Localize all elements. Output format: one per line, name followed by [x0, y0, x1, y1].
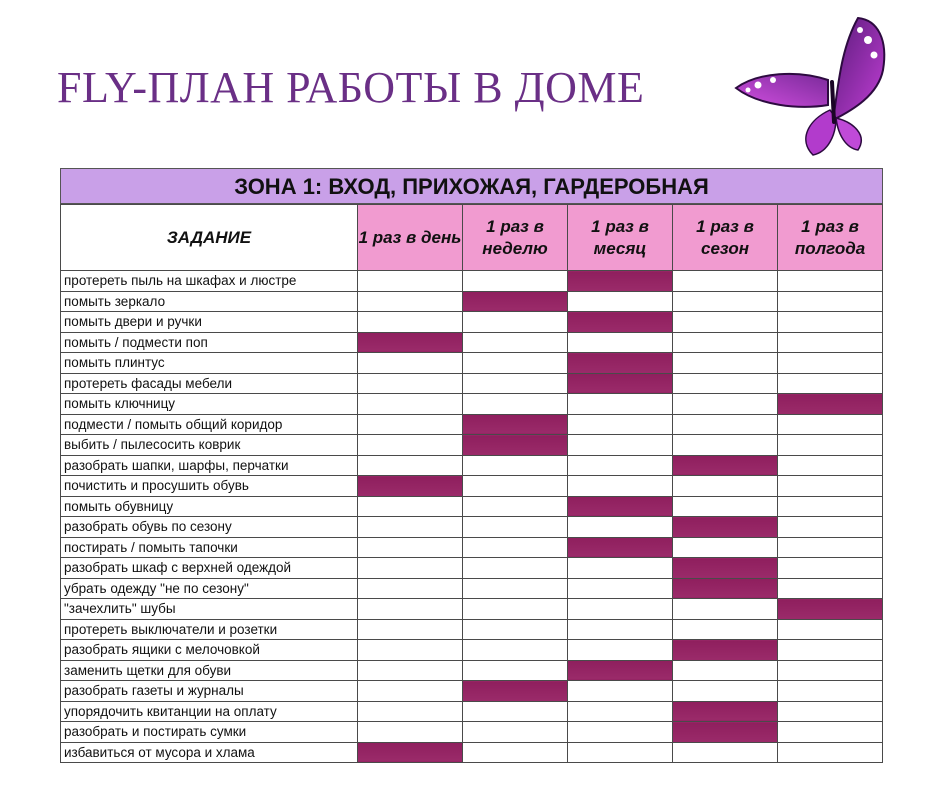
table-row	[61, 578, 883, 599]
task-name: помыть двери и ручки	[61, 312, 358, 333]
frequency-mark-empty	[463, 640, 568, 661]
frequency-mark-filled	[673, 722, 778, 743]
frequency-mark-empty	[673, 353, 778, 374]
frequency-mark-empty	[778, 537, 883, 558]
frequency-mark-empty	[463, 373, 568, 394]
freq-header-week: 1 раз в неделю	[463, 205, 568, 271]
task-name: разобрать шкаф с верхней одеждой	[61, 558, 358, 579]
task-name: упорядочить квитанции на оплату	[61, 701, 358, 722]
frequency-mark-empty	[463, 537, 568, 558]
table-row	[61, 517, 883, 538]
table-row	[61, 332, 883, 353]
task-name: разобрать газеты и журналы	[61, 681, 358, 702]
frequency-mark-filled	[673, 701, 778, 722]
frequency-mark-empty	[358, 722, 463, 743]
frequency-mark-empty	[778, 455, 883, 476]
freq-header-month: 1 раз в месяц	[568, 205, 673, 271]
frequency-mark-filled	[568, 537, 673, 558]
table-row	[61, 701, 883, 722]
frequency-mark-empty	[463, 312, 568, 333]
frequency-mark-empty	[568, 435, 673, 456]
frequency-mark-empty	[568, 619, 673, 640]
frequency-mark-empty	[358, 681, 463, 702]
table-row	[61, 496, 883, 517]
task-name: почистить и просушить обувь	[61, 476, 358, 497]
freq-header-halfyear: 1 раз в полгода	[778, 205, 883, 271]
frequency-mark-empty	[778, 660, 883, 681]
frequency-mark-empty	[463, 353, 568, 374]
frequency-mark-empty	[358, 414, 463, 435]
frequency-mark-filled	[673, 517, 778, 538]
frequency-mark-empty	[778, 476, 883, 497]
frequency-mark-empty	[673, 414, 778, 435]
frequency-mark-empty	[568, 578, 673, 599]
frequency-mark-empty	[778, 271, 883, 292]
frequency-mark-empty	[463, 476, 568, 497]
task-name: разобрать шапки, шарфы, перчатки	[61, 455, 358, 476]
task-name: помыть плинтус	[61, 353, 358, 374]
frequency-mark-empty	[673, 312, 778, 333]
frequency-mark-empty	[463, 722, 568, 743]
table-row	[61, 291, 883, 312]
table-row	[61, 722, 883, 743]
task-name: протереть фасады мебели	[61, 373, 358, 394]
task-name: помыть ключницу	[61, 394, 358, 415]
frequency-mark-filled	[568, 496, 673, 517]
table-row	[61, 640, 883, 661]
frequency-mark-filled	[778, 599, 883, 620]
table-row	[61, 435, 883, 456]
plan-table	[60, 168, 883, 763]
frequency-mark-empty	[358, 353, 463, 374]
frequency-mark-empty	[568, 722, 673, 743]
frequency-mark-empty	[463, 619, 568, 640]
frequency-mark-empty	[778, 373, 883, 394]
frequency-mark-empty	[673, 681, 778, 702]
frequency-mark-empty	[568, 640, 673, 661]
task-name: избавиться от мусора и хлама	[61, 742, 358, 763]
frequency-mark-empty	[358, 496, 463, 517]
frequency-mark-filled	[673, 455, 778, 476]
task-name: помыть зеркало	[61, 291, 358, 312]
frequency-mark-empty	[358, 537, 463, 558]
frequency-mark-empty	[568, 476, 673, 497]
frequency-mark-empty	[463, 578, 568, 599]
frequency-mark-filled	[673, 558, 778, 579]
frequency-mark-empty	[673, 476, 778, 497]
frequency-mark-empty	[568, 291, 673, 312]
frequency-mark-filled	[568, 353, 673, 374]
frequency-mark-empty	[568, 517, 673, 538]
frequency-mark-empty	[358, 660, 463, 681]
task-name: помыть / подмести поп	[61, 332, 358, 353]
task-name: постирать / помыть тапочки	[61, 537, 358, 558]
frequency-mark-empty	[463, 394, 568, 415]
frequency-mark-empty	[358, 517, 463, 538]
table-row	[61, 394, 883, 415]
task-name: убрать одежду "не по сезону"	[61, 578, 358, 599]
frequency-mark-empty	[778, 291, 883, 312]
frequency-mark-empty	[358, 394, 463, 415]
frequency-mark-empty	[778, 435, 883, 456]
frequency-mark-empty	[673, 373, 778, 394]
frequency-mark-empty	[778, 558, 883, 579]
frequency-mark-empty	[358, 373, 463, 394]
task-name: разобрать ящики с мелочовкой	[61, 640, 358, 661]
frequency-mark-empty	[568, 414, 673, 435]
frequency-mark-empty	[463, 455, 568, 476]
page-title: FLY-ПЛАН РАБОТЫ В ДОМЕ	[57, 63, 645, 112]
frequency-mark-empty	[568, 701, 673, 722]
frequency-mark-empty	[778, 722, 883, 743]
frequency-mark-empty	[568, 394, 673, 415]
frequency-mark-empty	[673, 496, 778, 517]
frequency-mark-filled	[778, 394, 883, 415]
frequency-mark-empty	[673, 599, 778, 620]
frequency-mark-filled	[463, 435, 568, 456]
table-row	[61, 312, 883, 333]
frequency-mark-empty	[778, 496, 883, 517]
frequency-mark-empty	[568, 742, 673, 763]
frequency-mark-filled	[568, 660, 673, 681]
frequency-mark-empty	[358, 599, 463, 620]
freq-header-day: 1 раз в день	[358, 205, 463, 271]
frequency-mark-empty	[673, 271, 778, 292]
task-name: выбить / пылесосить коврик	[61, 435, 358, 456]
task-name: помыть обувницу	[61, 496, 358, 517]
task-name: протереть выключатели и розетки	[61, 619, 358, 640]
frequency-mark-empty	[358, 640, 463, 661]
table-row	[61, 353, 883, 374]
frequency-mark-empty	[778, 701, 883, 722]
frequency-mark-empty	[358, 291, 463, 312]
task-table	[60, 204, 883, 763]
frequency-mark-empty	[358, 701, 463, 722]
frequency-mark-empty	[358, 271, 463, 292]
frequency-mark-filled	[568, 312, 673, 333]
frequency-mark-empty	[673, 660, 778, 681]
frequency-mark-empty	[778, 681, 883, 702]
freq-header-season: 1 раз в сезон	[673, 205, 778, 271]
table-row	[61, 455, 883, 476]
table-row	[61, 414, 883, 435]
frequency-mark-filled	[673, 640, 778, 661]
frequency-mark-empty	[358, 619, 463, 640]
frequency-mark-empty	[673, 619, 778, 640]
frequency-mark-empty	[778, 517, 883, 538]
frequency-mark-empty	[568, 599, 673, 620]
frequency-mark-empty	[778, 332, 883, 353]
frequency-mark-empty	[673, 742, 778, 763]
frequency-mark-empty	[778, 414, 883, 435]
frequency-mark-empty	[463, 517, 568, 538]
frequency-mark-empty	[568, 558, 673, 579]
task-column-header: ЗАДАНИЕ	[61, 205, 358, 271]
frequency-mark-empty	[778, 578, 883, 599]
frequency-mark-empty	[778, 619, 883, 640]
frequency-mark-empty	[463, 660, 568, 681]
frequency-mark-empty	[358, 455, 463, 476]
task-name: "зачехлить" шубы	[61, 599, 358, 620]
zone-title: ЗОНА 1: ВХОД, ПРИХОЖАЯ, ГАРДЕРОБНАЯ	[60, 168, 883, 204]
table-row	[61, 660, 883, 681]
frequency-mark-empty	[463, 599, 568, 620]
frequency-mark-filled	[463, 291, 568, 312]
frequency-mark-empty	[463, 271, 568, 292]
frequency-mark-filled	[463, 681, 568, 702]
task-name: разобрать и постирать сумки	[61, 722, 358, 743]
frequency-mark-filled	[358, 332, 463, 353]
frequency-mark-empty	[778, 640, 883, 661]
task-name: подмести / помыть общий коридор	[61, 414, 358, 435]
frequency-mark-empty	[673, 394, 778, 415]
frequency-mark-filled	[568, 271, 673, 292]
frequency-mark-empty	[568, 332, 673, 353]
task-name: протереть пыль на шкафах и люстре	[61, 271, 358, 292]
header-row	[61, 205, 883, 271]
frequency-mark-empty	[358, 312, 463, 333]
frequency-mark-empty	[778, 312, 883, 333]
frequency-mark-empty	[673, 435, 778, 456]
frequency-mark-filled	[358, 742, 463, 763]
frequency-mark-empty	[673, 291, 778, 312]
frequency-mark-empty	[778, 353, 883, 374]
frequency-mark-empty	[673, 537, 778, 558]
frequency-mark-empty	[358, 558, 463, 579]
table-row	[61, 619, 883, 640]
frequency-mark-empty	[358, 578, 463, 599]
frequency-mark-empty	[568, 681, 673, 702]
butterfly-icon	[728, 10, 893, 160]
frequency-mark-empty	[463, 496, 568, 517]
frequency-mark-empty	[358, 435, 463, 456]
frequency-mark-filled	[463, 414, 568, 435]
table-row	[61, 537, 883, 558]
frequency-mark-filled	[568, 373, 673, 394]
task-name: разобрать обувь по сезону	[61, 517, 358, 538]
task-name: заменить щетки для обуви	[61, 660, 358, 681]
frequency-mark-filled	[358, 476, 463, 497]
frequency-mark-empty	[463, 701, 568, 722]
frequency-mark-empty	[673, 332, 778, 353]
frequency-mark-empty	[463, 742, 568, 763]
frequency-mark-empty	[778, 742, 883, 763]
table-row	[61, 599, 883, 620]
table-row	[61, 681, 883, 702]
table-row	[61, 742, 883, 763]
table-row	[61, 558, 883, 579]
table-row	[61, 373, 883, 394]
frequency-mark-empty	[568, 455, 673, 476]
table-row	[61, 476, 883, 497]
frequency-mark-empty	[463, 332, 568, 353]
table-row	[61, 271, 883, 292]
frequency-mark-empty	[463, 558, 568, 579]
frequency-mark-filled	[673, 578, 778, 599]
